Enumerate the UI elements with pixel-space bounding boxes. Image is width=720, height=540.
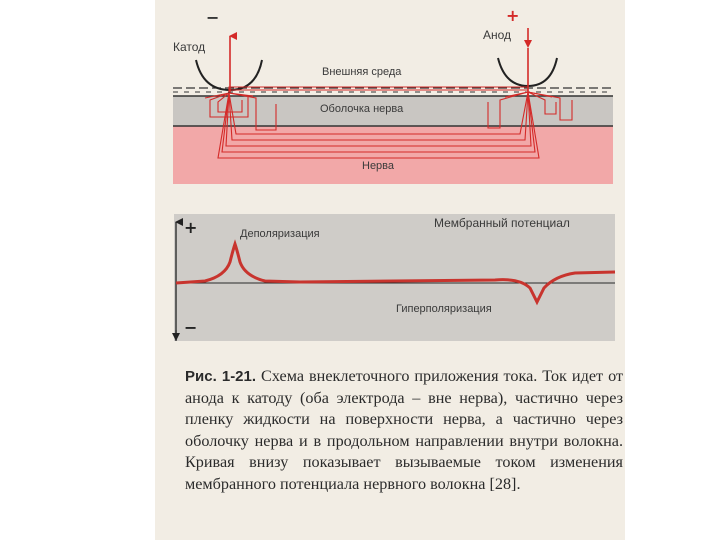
anode-sign: + [506, 6, 520, 25]
negative-sign: − [184, 318, 198, 337]
positive-sign: + [184, 218, 198, 237]
hyperpolarization-label: Гиперполяризация [396, 303, 492, 315]
figure-number: Рис. 1-21. [185, 368, 257, 385]
depolarization-label: Деполяризация [240, 228, 320, 240]
sheath-label: Оболочка нерва [320, 103, 404, 115]
cathode-label: Катод [173, 40, 206, 54]
caption-text: Схема внеклеточного приложения тока. Ток идет от анода к катоду (оба электрода – вне нерва), частично через пленку жидкости на поверхности нерва, а частично через оболочку нерва и в продольном направлении внутри волокна. Кривая внизу показывает вызываемые током изменения мембранного потенциала нервного волокна [28]. [185, 367, 624, 493]
membrane-potential-chart [0, 200, 720, 350]
outer-medium-label: Внешняя среда [322, 66, 402, 78]
anode-current-arrow [524, 40, 532, 48]
cathode-electrode [196, 60, 262, 90]
membrane-potential-title: Мембранный потенциал [434, 216, 570, 230]
nerve-fiber [173, 126, 613, 184]
cathode-sign: − [206, 8, 220, 27]
nerve-current-diagram [0, 0, 720, 200]
figure-caption [185, 366, 623, 496]
nerve-label: Нерва [362, 160, 395, 172]
anode-label: Анод [483, 28, 512, 42]
